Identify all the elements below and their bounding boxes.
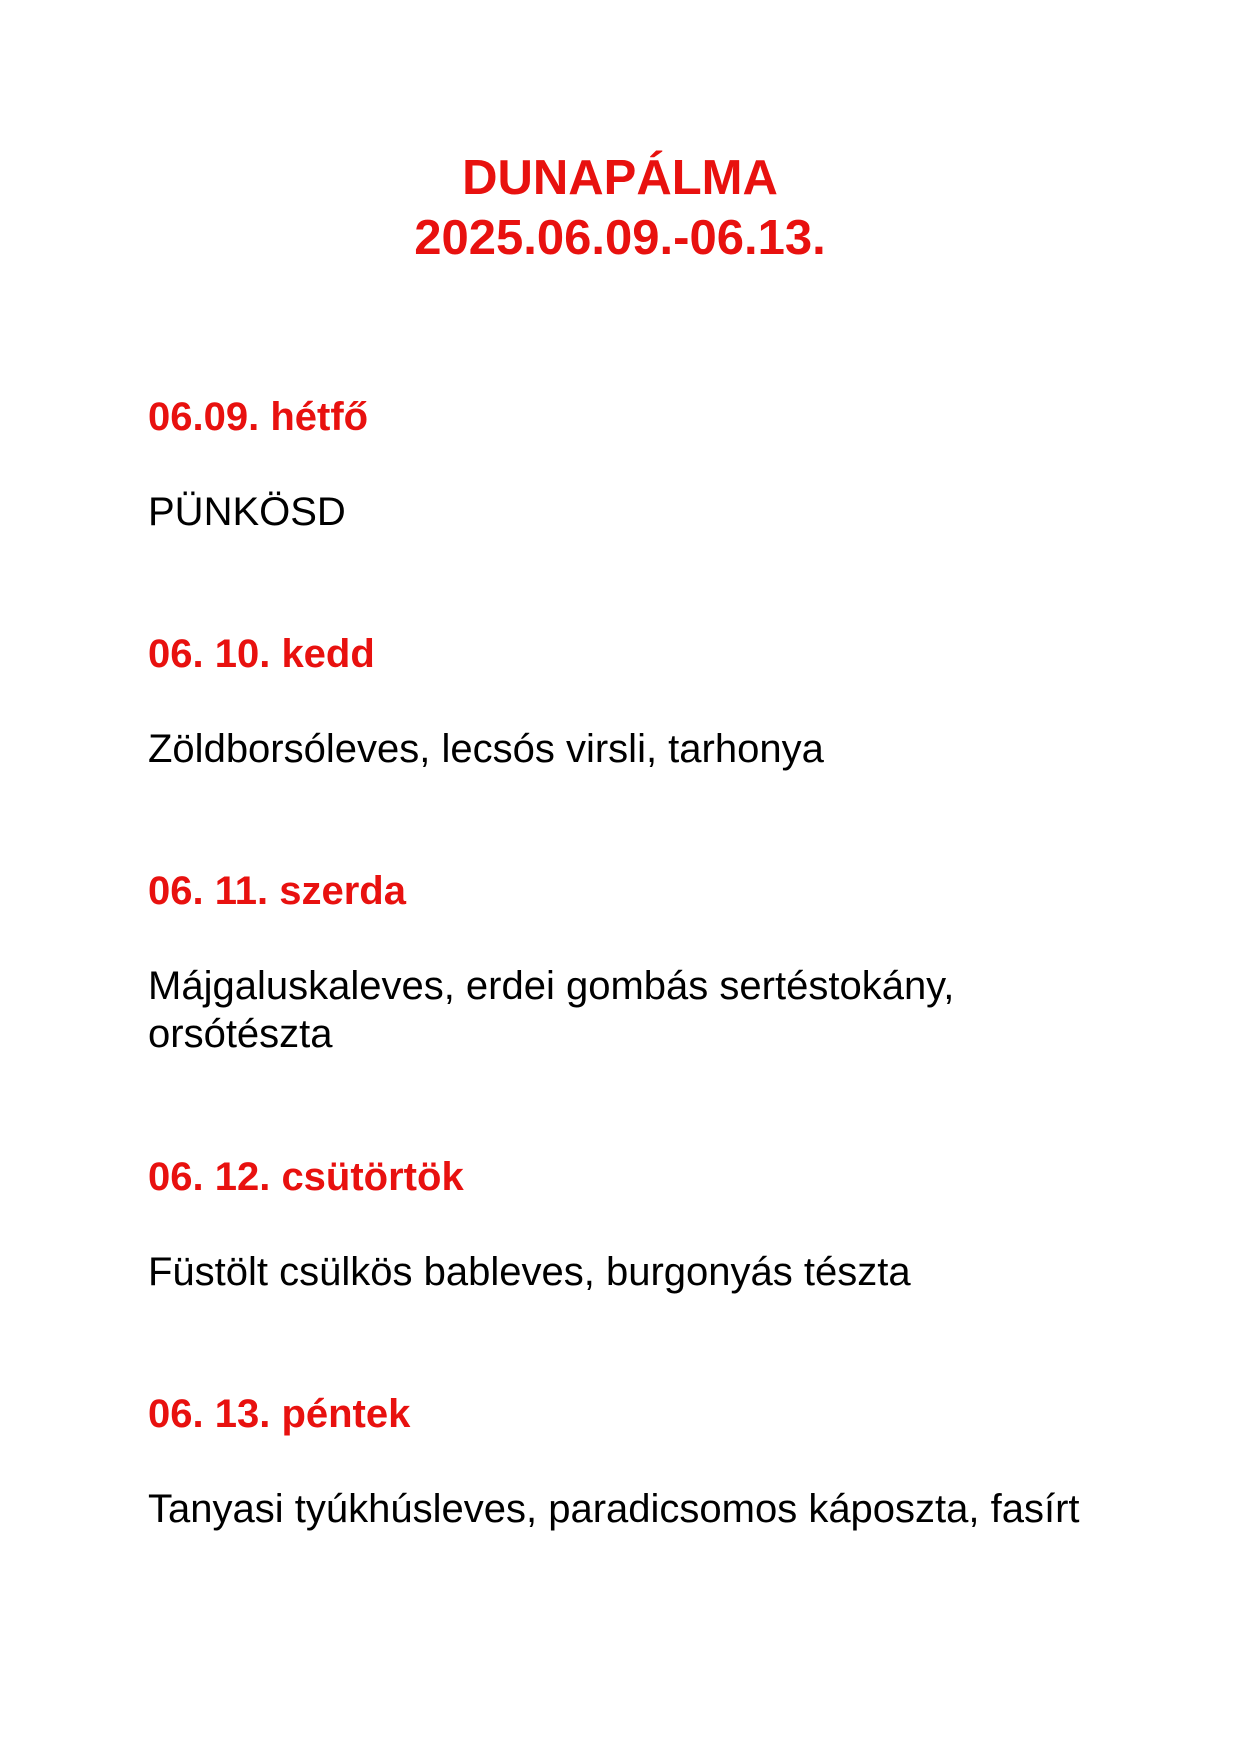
day-dish: Májgaluskaleves, erdei gombás sertéstokány, orsótészta	[148, 964, 955, 1056]
restaurant-name: DUNAPÁLMA	[462, 151, 778, 205]
day-heading: 06. 11. szerda	[148, 869, 406, 913]
menu-title-block	[0, 148, 1240, 268]
day-dish: Tanyasi tyúkhúsleves, paradicsomos káposzta, fasírt	[148, 1487, 1080, 1531]
day-heading: 06. 12. csütörtök	[148, 1155, 464, 1199]
day-dish: PÜNKÖSD	[148, 490, 346, 534]
week-date-range: 2025.06.09.-06.13.	[414, 211, 826, 265]
day-dish: Zöldborsóleves, lecsós virsli, tarhonya	[148, 727, 824, 771]
day-heading: 06. 10. kedd	[148, 632, 375, 676]
day-dish: Füstölt csülkös bableves, burgonyás tészta	[148, 1250, 911, 1294]
day-heading: 06.09. hétfő	[148, 395, 369, 439]
day-heading: 06. 13. péntek	[148, 1392, 411, 1436]
